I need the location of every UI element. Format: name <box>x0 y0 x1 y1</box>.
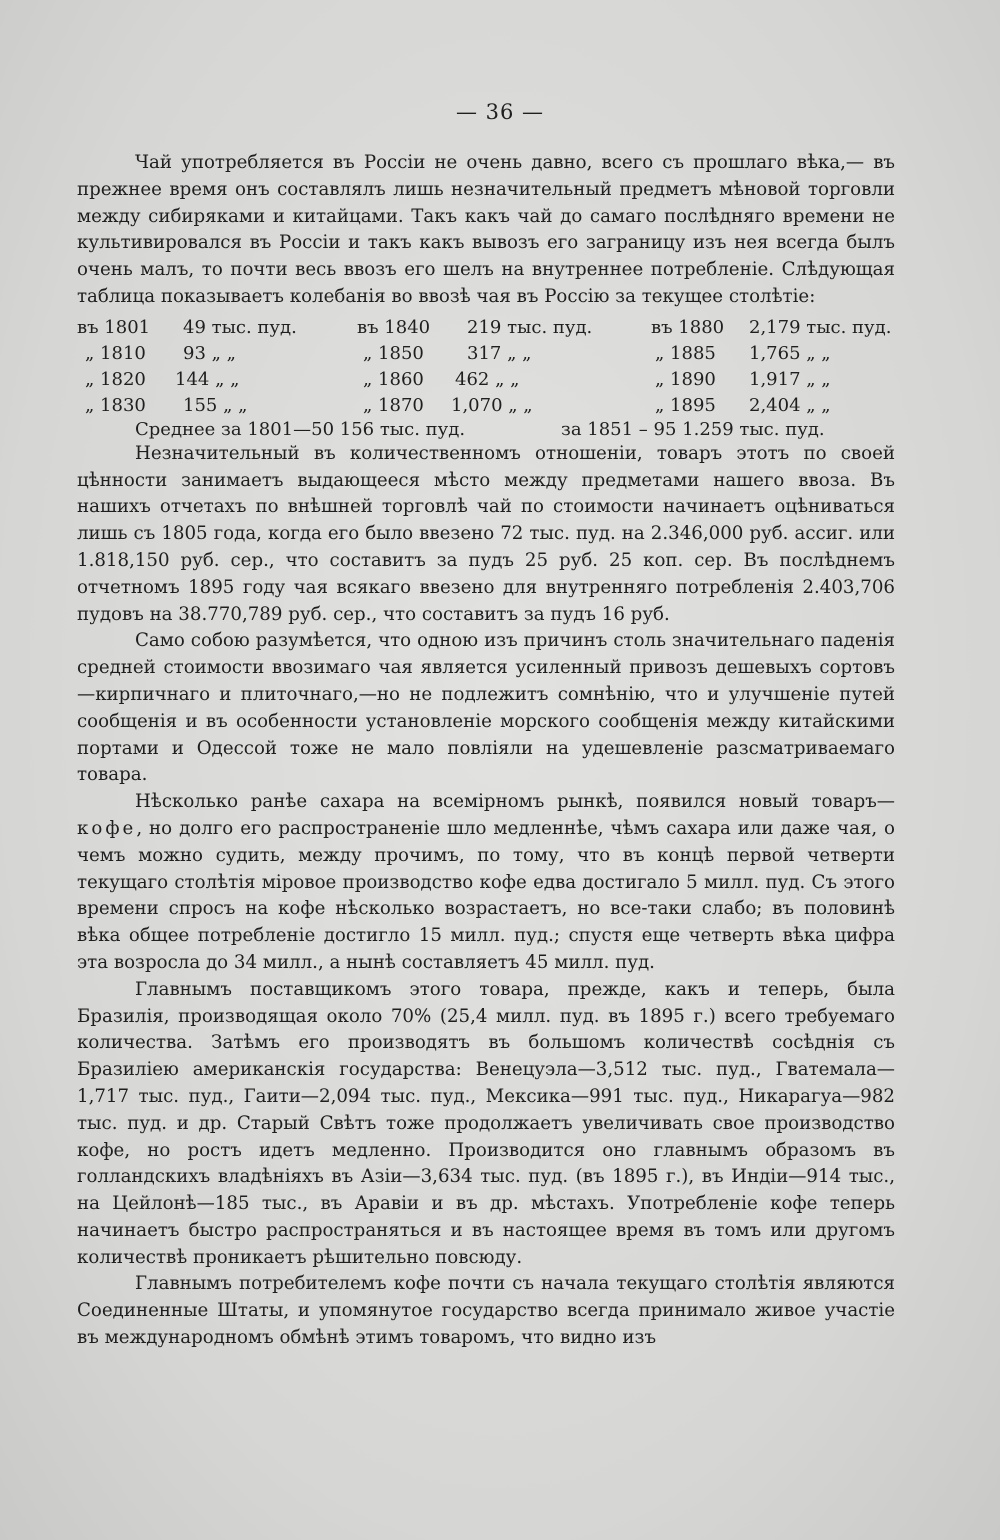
average-1801-1850: Среднее за 1801—50 156 тыс. пуд. <box>135 418 466 440</box>
average-1851-1895: за 1851 – 95 1.259 тыс. пуд. <box>561 418 825 440</box>
body-text <box>77 150 895 1352</box>
table-cell: 144 „ „ <box>175 368 240 390</box>
table-cell: въ 1801 <box>77 316 151 338</box>
table-cell: „ 1885 <box>655 342 716 364</box>
tea-import-table <box>77 311 895 441</box>
paragraph-coffee-intro <box>77 789 895 977</box>
table-summary-row <box>77 417 895 443</box>
paragraph-tea-intro: Чай употребляется въ Россіи не очень давно, всего съ прошлаго вѣка,— въ прежнее время онъ составлялъ лишь незначительный предметъ мѣновой торговли между сибиряками и китайцами. Такъ какъ чай до самаго послѣдняго времени не культивировался въ Россіи и такъ какъ вывозъ его заграницу изъ нея всегда былъ очень малъ, то почти весь ввозъ его шелъ на внутреннее потребленіе. Слѣдующая таблица показываетъ колебанія во ввозѣ чая въ Россію за текущее столѣтіе: <box>77 152 895 307</box>
page-number: — 36 — <box>455 100 545 124</box>
table-row <box>77 315 895 341</box>
table-cell: „ 1820 <box>85 368 146 390</box>
table-cell: 2,179 тыс. пуд. <box>749 316 892 338</box>
table-cell: „ 1830 <box>85 394 146 416</box>
table-cell: 1,765 „ „ <box>749 342 831 364</box>
table-cell: „ 1895 <box>655 394 716 416</box>
table-cell: въ 1840 <box>357 316 431 338</box>
table-cell: 317 „ „ <box>467 342 532 364</box>
table-cell: 2,404 „ „ <box>749 394 831 416</box>
table-cell: въ 1880 <box>651 316 725 338</box>
coffee-intro-rest: , но долго его распространеніе шло медленнѣе, чѣмъ сахара или даже чая, о чемъ можно судить, между прочимъ, по тому, что въ концѣ первой четверти текущаго столѣтія міровое производство кофе едва достигало 5 милл. пуд. Съ этого времени спросъ на кофе нѣсколько возрастаетъ, но все-таки слабо; въ половинѣ вѣка общее потребленіе достигло 15 милл. пуд.; спустя еще четверть вѣка цифра эта возросла до 34 милл., а нынѣ составляетъ 45 милл. пуд. <box>77 817 895 973</box>
table-cell: „ 1860 <box>363 368 424 390</box>
table-cell: 1,070 „ „ <box>451 394 533 416</box>
table-cell: 93 „ „ <box>183 342 236 364</box>
table-cell: 462 „ „ <box>455 368 520 390</box>
table-cell: 219 тыс. пуд. <box>467 316 593 338</box>
coffee-emphasis: кофе <box>77 817 137 839</box>
table-row <box>77 393 895 419</box>
table-cell: „ 1890 <box>655 368 716 390</box>
paragraph-tea-prices: Само собою разумѣется, что одною изъ причинъ столь значительнаго паденія средней стоимости ввозимаго чая является усиленный привозъ дешевыхъ сортовъ—кирпичнаго и плиточнаго,—но не подлежитъ сомнѣнію, что и улучшеніе путей сообщенія и въ особенности установленіе морского сообщенія между китайскими портами и Одессой тоже не мало повліяли на удешевленіе разсматриваемаго товара. <box>77 630 895 786</box>
table-row <box>77 341 895 367</box>
paragraph-coffee-suppliers: Главнымъ поставщикомъ этого товара, прежде, какъ и теперь, была Бразилія, производящая около 70% (25,4 милл. пуд. въ 1895 г.) всего требуемаго количества. Затѣмъ его производятъ въ большомъ количествѣ сосѣднія съ Бразиліею американскія государства: Венецуэла—3,512 тыс. пуд., Гватемала—1,717 тыс. пуд., Гаити—2,094 тыс. пуд., Мексика—991 тыс. пуд., Никарагуа—982 тыс. пуд. и др. Старый Свѣтъ тоже продолжаетъ увеличивать свое производство кофе, но ростъ идетъ медленно. Производится оно главнымъ образомъ въ голландскихъ владѣніяхъ въ Азіи—3,634 тыс. пуд. (въ 1895 г.), въ Индіи—914 тыс., на Цейлонѣ—185 тыс., въ Аравіи и въ др. мѣстахъ. Употребленіе кофе теперь начинаетъ быстро распространяться и въ настоящее время въ томъ или другомъ количествѣ проникаетъ рѣшительно повсюду. <box>77 978 895 1268</box>
coffee-intro-start: Нѣсколько ранѣе сахара на всемірномъ рынкѣ, появился новый товаръ— <box>135 791 895 813</box>
table-cell: „ 1810 <box>85 342 146 364</box>
table-cell: 155 „ „ <box>183 394 248 416</box>
table-cell: 1,917 „ „ <box>749 368 831 390</box>
table-row <box>77 367 895 393</box>
paragraph-tea-value: Незначительный въ количественномъ отношеніи, товаръ этотъ по своей цѣнности занимаетъ выдающееся мѣсто между предметами нашего ввоза. Въ нашихъ отчетахъ по внѣшней торговлѣ чай по стоимости начинаетъ оцѣниваться лишь съ 1805 года, когда его было ввезено 72 тыс. пуд. на 2.346,000 руб. ассиг. или 1.818,150 руб. сер., что составитъ за пудъ 25 руб. 25 коп. сер. Въ послѣднемъ отчетномъ 1895 году чая всякаго ввезено для внутренняго потребленія 2.403,706 пудовъ на 38.770,789 руб. сер., что составитъ за пудъ 16 руб. <box>77 442 895 625</box>
table-cell: „ 1870 <box>363 394 424 416</box>
table-cell: „ 1850 <box>363 342 424 364</box>
paragraph-coffee-consumers: Главнымъ потребителемъ кофе почти съ начала текущаго столѣтія являются Соединенные Штаты, и упомянутое государство всегда принимало живое участіе въ международномъ обмѣнѣ этимъ товаромъ, что видно изъ <box>77 1273 895 1349</box>
table-cell: 49 тыс. пуд. <box>183 316 297 338</box>
